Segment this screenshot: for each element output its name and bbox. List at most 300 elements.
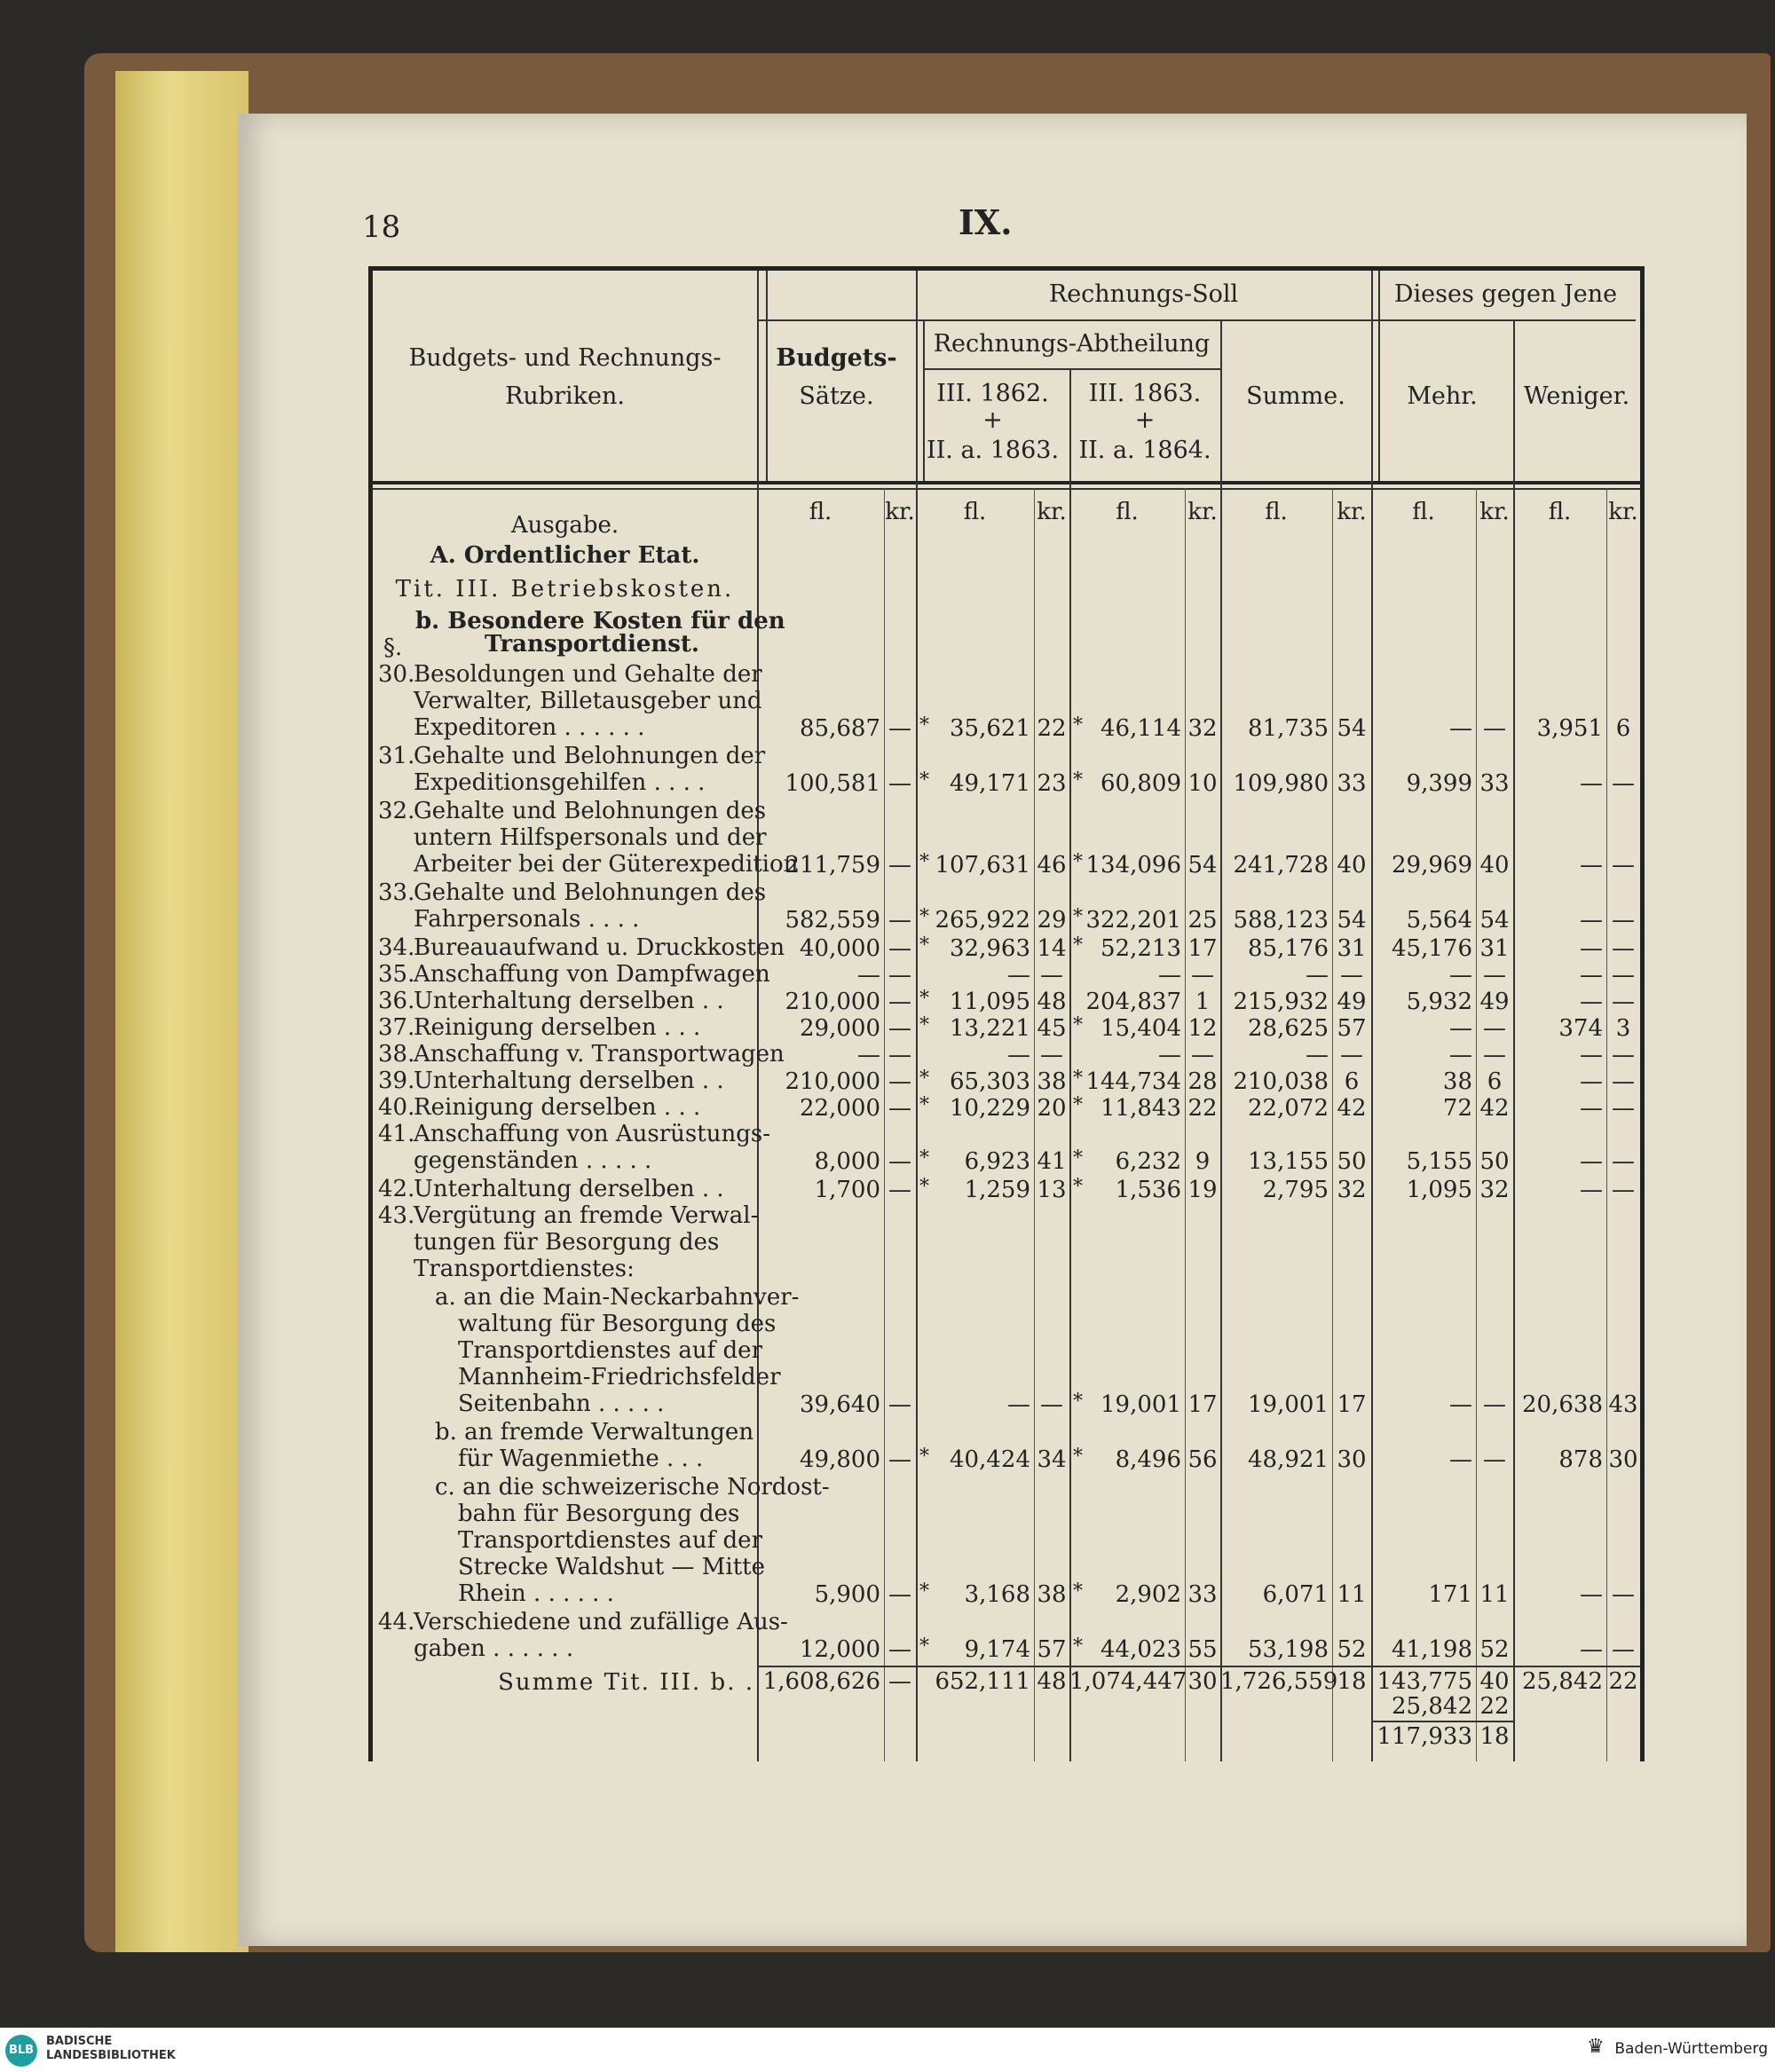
row-5-b-kr: —	[888, 935, 911, 962]
header-budget-2: Sätze.	[799, 382, 874, 410]
row-label: Fahrpersonals . . . .	[414, 906, 640, 933]
unit-kr-c: kr.	[1187, 499, 1218, 525]
row-10-b-fl: 210,000	[785, 1068, 880, 1095]
row-5-w-kr: —	[1612, 935, 1635, 962]
row-label: Unterhaltung derselben . .	[414, 1176, 724, 1202]
asterisk-marker: *	[919, 714, 929, 737]
row-12-a-fl: 6,923	[964, 1148, 1030, 1175]
row-label: Unterhaltung derselben . .	[414, 1068, 724, 1094]
row-13-c-kr: 19	[1187, 1177, 1218, 1203]
row-2-c-fl: 60,809	[1100, 770, 1181, 797]
row-7-b-kr: —	[888, 989, 911, 1015]
header-summe: Summe.	[1246, 382, 1345, 410]
row-label: Bureauaufwand u. Druckkosten	[414, 934, 785, 961]
header-col1-line2: +	[982, 406, 1003, 434]
row-label: Expeditionsgehilfen . . . .	[414, 769, 706, 796]
row-8-w-fl: 374	[1558, 1015, 1603, 1042]
row-16-w-fl: 878	[1558, 1446, 1603, 1473]
row-12-b-kr: —	[888, 1148, 911, 1175]
row-10-c-fl: 144,734	[1085, 1068, 1181, 1095]
row-number: 35.	[378, 961, 415, 988]
row-6-s-fl: —	[1306, 962, 1329, 989]
asterisk-marker: *	[919, 988, 929, 1010]
row-label: Verwalter, Billetausgeber und	[414, 688, 762, 714]
row-2-m-kr: 33	[1479, 770, 1510, 797]
row-6-a-kr: —	[1040, 962, 1063, 989]
row-1-s-fl: 81,735	[1248, 715, 1329, 742]
summe-c-kr: 30	[1187, 1668, 1218, 1695]
row-11-m-kr: 42	[1479, 1095, 1510, 1122]
row-number: 42.	[378, 1176, 415, 1202]
row-17-b-kr: —	[888, 1581, 911, 1608]
row-5-s-fl: 85,176	[1248, 935, 1329, 962]
row-4-b-fl: 582,559	[785, 907, 880, 934]
row-label: Arbeiter bei der Güterexpedition	[414, 851, 799, 878]
row-11-s-kr: 42	[1337, 1095, 1367, 1122]
row-7-c-fl: 204,837	[1085, 989, 1181, 1015]
header-col1-line3: II. a. 1863.	[926, 437, 1060, 464]
asterisk-marker: *	[1073, 1391, 1083, 1413]
row-9-s-kr: —	[1340, 1042, 1363, 1068]
asterisk-marker: *	[919, 906, 929, 928]
row-5-c-fl: 52,213	[1100, 935, 1181, 962]
row-label: Strecke Waldshut — Mitte	[458, 1554, 765, 1580]
row-1-c-kr: 32	[1187, 715, 1218, 742]
row-6-s-kr: —	[1340, 962, 1363, 989]
unit-fl-m: fl.	[1412, 499, 1435, 525]
row-18-c-fl: 44,023	[1100, 1636, 1181, 1663]
row-label: gaben . . . . . .	[414, 1635, 574, 1662]
header-col1-line1: III. 1862.	[936, 380, 1049, 407]
row-number: 36.	[378, 988, 415, 1014]
row-6-c-fl: —	[1158, 962, 1181, 989]
row-17-b-fl: 5,900	[814, 1581, 880, 1608]
row-8-s-kr: 57	[1337, 1015, 1367, 1042]
row-18-m-kr: 52	[1479, 1636, 1510, 1663]
row-18-s-fl: 53,198	[1248, 1636, 1329, 1663]
row-7-s-fl: 215,932	[1233, 989, 1329, 1015]
row-label: Verschiedene und zufällige Aus-	[414, 1609, 788, 1635]
row-number: 34.	[378, 934, 415, 961]
row-label: für Wagenmiethe . . .	[458, 1446, 704, 1472]
row-10-w-kr: —	[1612, 1068, 1635, 1095]
row-1-m-fl: —	[1449, 715, 1472, 742]
unit-fl-c: fl.	[1116, 499, 1139, 525]
unit-kr-s: kr.	[1337, 499, 1367, 525]
row-12-s-kr: 50	[1337, 1148, 1367, 1175]
row-5-w-fl: —	[1580, 935, 1603, 962]
row-2-w-fl: —	[1580, 770, 1603, 797]
header-col2-line2: +	[1134, 406, 1156, 434]
footer-bar	[0, 2028, 1775, 2072]
row-5-c-kr: 17	[1187, 935, 1218, 962]
row-8-a-kr: 45	[1037, 1015, 1067, 1042]
row-1-b-fl: 85,687	[800, 715, 880, 742]
row-12-s-fl: 13,155	[1248, 1148, 1329, 1175]
row-2-s-fl: 109,980	[1233, 770, 1329, 797]
row-16-s-kr: 30	[1337, 1446, 1367, 1473]
page-number: 18	[362, 209, 401, 245]
row-9-c-kr: —	[1191, 1042, 1214, 1068]
row-13-b-kr: —	[888, 1177, 911, 1203]
row-10-m-fl: 38	[1442, 1068, 1472, 1095]
row-9-w-kr: —	[1612, 1042, 1635, 1068]
header-col2-line1: III. 1863.	[1088, 380, 1202, 407]
row-2-s-kr: 33	[1337, 770, 1367, 797]
asterisk-marker: *	[919, 1068, 929, 1090]
row-label: Anschaffung v. Transportwagen	[414, 1041, 785, 1068]
row-label: Gehalte und Belohnungen des	[414, 879, 767, 906]
row-label: Anschaffung von Ausrüstungs-	[414, 1121, 770, 1147]
asterisk-marker: *	[1073, 1176, 1083, 1198]
row-label: waltung für Besorgung des	[458, 1311, 777, 1337]
row-6-m-fl: —	[1449, 962, 1472, 989]
row-6-w-fl: —	[1580, 962, 1603, 989]
row-number: 33.	[378, 879, 415, 906]
summe-b-fl: 1,608,626	[762, 1668, 880, 1695]
row-1-a-kr: 22	[1037, 715, 1067, 742]
summe-a-fl: 652,111	[935, 1668, 1030, 1695]
row-11-b-kr: —	[888, 1095, 911, 1122]
row-16-a-kr: 34	[1037, 1446, 1067, 1473]
asterisk-marker: *	[1073, 769, 1083, 792]
summe-mehr-2-kr: 22	[1479, 1693, 1510, 1720]
row-label: Vergütung an fremde Verwal-	[414, 1202, 759, 1229]
row-15-w-fl: 20,638	[1522, 1391, 1603, 1418]
row-10-c-kr: 28	[1187, 1068, 1218, 1095]
row-3-s-kr: 40	[1337, 852, 1367, 878]
row-12-m-fl: 5,155	[1406, 1148, 1472, 1175]
row-3-b-fl: 211,759	[785, 852, 880, 878]
row-7-b-fl: 210,000	[785, 989, 880, 1015]
row-number: 31.	[378, 743, 415, 769]
row-4-c-fl: 322,201	[1085, 907, 1181, 934]
row-11-m-fl: 72	[1442, 1095, 1472, 1122]
row-18-c-kr: 55	[1187, 1636, 1218, 1663]
row-label: Rhein . . . . . .	[458, 1580, 614, 1607]
row-label: untern Hilfspersonals und der	[414, 824, 767, 851]
row-17-c-kr: 33	[1187, 1581, 1218, 1608]
row-label: Mannheim-Friedrichsfelder	[458, 1364, 781, 1391]
row-6-b-kr: —	[888, 962, 911, 989]
row-1-w-fl: 3,951	[1536, 715, 1603, 742]
row-5-m-fl: 45,176	[1392, 935, 1472, 962]
row-12-a-kr: 41	[1037, 1148, 1067, 1175]
asterisk-marker: *	[1073, 1147, 1083, 1170]
header-rechnungs-soll: Rechnungs-Soll	[1048, 280, 1239, 308]
row-3-w-fl: —	[1580, 852, 1603, 878]
row-15-b-fl: 39,640	[800, 1391, 880, 1418]
unit-kr-m: kr.	[1479, 499, 1510, 525]
bw-name: Baden-Württemberg	[1614, 2040, 1768, 2058]
row-2-c-kr: 10	[1187, 770, 1218, 797]
summe-s-fl: 1,726,559	[1220, 1668, 1338, 1695]
row-16-w-kr: 30	[1608, 1446, 1638, 1473]
row-6-m-kr: —	[1483, 962, 1506, 989]
row-4-s-fl: 588,123	[1233, 907, 1329, 934]
row-4-b-kr: —	[888, 907, 911, 934]
row-10-s-kr: 6	[1344, 1068, 1360, 1095]
row-label: Seitenbahn . . . . .	[458, 1391, 665, 1417]
row-18-m-fl: 41,198	[1392, 1636, 1472, 1663]
row-13-m-kr: 32	[1479, 1177, 1510, 1203]
row-8-a-fl: 13,221	[950, 1015, 1030, 1042]
row-3-a-fl: 107,631	[935, 852, 1030, 878]
row-17-m-fl: 171	[1428, 1581, 1472, 1608]
row-17-w-kr: —	[1612, 1581, 1635, 1608]
row-11-s-fl: 22,072	[1248, 1095, 1329, 1122]
row-17-a-fl: 3,168	[964, 1581, 1030, 1608]
blb-name: BADISCHE LANDESBIBLIOTHEK	[46, 2035, 176, 2062]
row-4-a-kr: 29	[1037, 907, 1067, 934]
row-7-w-fl: —	[1580, 989, 1603, 1015]
row-18-a-fl: 9,174	[964, 1636, 1030, 1663]
row-10-b-kr: —	[888, 1068, 911, 1095]
header-abtheilung: Rechnungs-Abtheilung	[933, 330, 1211, 358]
asterisk-marker: *	[919, 1014, 929, 1036]
sum-line	[757, 1666, 1640, 1667]
header-rubriken-1: Budgets- und Rechnungs-	[408, 344, 722, 372]
row-5-a-fl: 32,963	[950, 935, 1030, 962]
row-number: 30.	[378, 661, 415, 688]
header-budget-1: Budgets-	[776, 344, 897, 372]
summe-m-fl: 143,775	[1377, 1668, 1472, 1695]
title-para: §.	[383, 634, 403, 661]
row-12-c-kr: 9	[1195, 1148, 1211, 1175]
row-11-a-fl: 10,229	[950, 1095, 1030, 1122]
row-5-s-kr: 31	[1337, 935, 1367, 962]
row-12-w-kr: —	[1612, 1148, 1635, 1175]
row-15-b-kr: —	[888, 1391, 911, 1418]
row-13-b-fl: 1,700	[814, 1177, 880, 1203]
row-3-b-kr: —	[888, 852, 911, 878]
row-17-m-kr: 11	[1479, 1581, 1510, 1608]
row-label: Transportdienstes auf der	[458, 1527, 763, 1554]
asterisk-marker: *	[919, 1635, 929, 1658]
header-weniger: Weniger.	[1523, 382, 1630, 410]
row-17-s-fl: 6,071	[1262, 1581, 1329, 1608]
asterisk-marker: *	[1073, 1580, 1083, 1603]
summe-s-kr: 18	[1337, 1668, 1367, 1695]
row-11-b-fl: 22,000	[800, 1095, 880, 1122]
row-15-s-kr: 17	[1337, 1391, 1367, 1418]
row-label: Unterhaltung derselben . .	[414, 988, 724, 1014]
row-8-m-fl: —	[1449, 1015, 1472, 1042]
row-2-a-kr: 23	[1037, 770, 1067, 797]
row-11-a-kr: 20	[1037, 1095, 1067, 1122]
unit-kr-w: kr.	[1608, 499, 1638, 525]
row-number: 43.	[378, 1202, 415, 1229]
budget-table	[368, 266, 1645, 1761]
row-3-c-fl: 134,096	[1085, 852, 1181, 878]
row-2-w-kr: —	[1612, 770, 1635, 797]
row-number: 44.	[378, 1609, 415, 1635]
row-label: c. an die schweizerische Nordost-	[435, 1474, 830, 1501]
asterisk-marker: *	[919, 769, 929, 792]
row-8-w-kr: 3	[1615, 1015, 1631, 1042]
row-4-c-kr: 25	[1187, 907, 1218, 934]
row-15-m-fl: —	[1449, 1391, 1472, 1418]
row-label: Reinigung derselben . . .	[414, 1094, 701, 1121]
row-12-b-fl: 8,000	[814, 1148, 880, 1175]
row-4-w-fl: —	[1580, 907, 1603, 934]
row-13-c-fl: 1,536	[1115, 1177, 1181, 1203]
row-9-c-fl: —	[1158, 1042, 1181, 1068]
row-7-a-kr: 48	[1037, 989, 1067, 1015]
row-6-c-kr: —	[1191, 962, 1214, 989]
summe-label: Summe Tit. III. b. .	[498, 1669, 754, 1696]
row-17-a-kr: 38	[1037, 1581, 1067, 1608]
row-3-m-kr: 40	[1479, 852, 1510, 878]
row-13-s-kr: 32	[1337, 1177, 1367, 1203]
row-18-b-fl: 12,000	[800, 1636, 880, 1663]
row-10-m-kr: 6	[1487, 1068, 1503, 1095]
row-2-m-fl: 9,399	[1406, 770, 1472, 797]
row-7-m-kr: 49	[1479, 989, 1510, 1015]
row-7-m-fl: 5,932	[1406, 989, 1472, 1015]
row-2-b-kr: —	[888, 770, 911, 797]
row-18-b-kr: —	[888, 1636, 911, 1663]
bw-crest-icon: ♛	[1587, 2036, 1605, 2058]
row-1-w-kr: 6	[1615, 715, 1631, 742]
page-edges	[115, 71, 248, 1952]
unit-fl-w: fl.	[1548, 499, 1572, 525]
row-label: Gehalte und Belohnungen des	[414, 798, 767, 824]
row-8-b-kr: —	[888, 1015, 911, 1042]
row-4-m-kr: 54	[1479, 907, 1510, 934]
header-rubriken-2: Rubriken.	[505, 382, 625, 410]
row-9-a-fl: —	[1007, 1042, 1030, 1068]
row-11-c-kr: 22	[1187, 1095, 1218, 1122]
row-13-a-kr: 13	[1037, 1177, 1067, 1203]
row-15-c-kr: 17	[1187, 1391, 1218, 1418]
header-gegen: Dieses gegen Jene	[1393, 280, 1618, 308]
row-11-w-fl: —	[1580, 1095, 1603, 1122]
asterisk-marker: *	[919, 1094, 929, 1116]
asterisk-marker: *	[1073, 906, 1083, 928]
asterisk-marker: *	[919, 1580, 929, 1603]
row-16-m-fl: —	[1449, 1446, 1472, 1473]
asterisk-marker: *	[919, 1147, 929, 1170]
row-4-a-fl: 265,922	[935, 907, 1030, 934]
row-9-b-fl: —	[857, 1042, 880, 1068]
row-13-a-fl: 1,259	[964, 1177, 1030, 1203]
row-label: Transportdienstes:	[414, 1256, 635, 1282]
row-15-c-fl: 19,001	[1100, 1391, 1181, 1418]
asterisk-marker: *	[919, 1446, 929, 1468]
row-1-s-kr: 54	[1337, 715, 1367, 742]
summe-b-kr: —	[888, 1668, 911, 1695]
row-5-m-kr: 31	[1479, 935, 1510, 962]
row-6-w-kr: —	[1612, 962, 1635, 989]
row-18-w-fl: —	[1580, 1636, 1603, 1663]
row-16-s-fl: 48,921	[1248, 1446, 1329, 1473]
summe-w-fl: 25,842	[1522, 1668, 1603, 1695]
row-16-c-kr: 56	[1187, 1446, 1218, 1473]
row-16-m-kr: —	[1483, 1446, 1506, 1473]
row-4-m-fl: 5,564	[1406, 907, 1472, 934]
row-label: Reinigung derselben . . .	[414, 1014, 701, 1041]
row-11-c-fl: 11,843	[1100, 1095, 1181, 1122]
row-7-w-kr: —	[1612, 989, 1635, 1015]
sum-diff-line	[1371, 1721, 1513, 1722]
row-label: Expeditoren . . . . . .	[414, 714, 645, 741]
row-label: b. an fremde Verwaltungen	[435, 1419, 754, 1446]
row-17-c-fl: 2,902	[1115, 1581, 1181, 1608]
row-2-a-fl: 49,171	[950, 770, 1030, 797]
row-9-s-fl: —	[1306, 1042, 1329, 1068]
row-8-c-kr: 12	[1187, 1015, 1218, 1042]
section-heading: IX.	[958, 202, 1013, 242]
row-3-w-kr: —	[1612, 852, 1635, 878]
row-10-s-fl: 210,038	[1233, 1068, 1329, 1095]
row-13-m-fl: 1,095	[1406, 1177, 1472, 1203]
row-label: tungen für Besorgung des	[414, 1229, 720, 1256]
summe-a-kr: 48	[1037, 1668, 1067, 1695]
asterisk-marker: *	[919, 934, 929, 957]
row-13-w-kr: —	[1612, 1177, 1635, 1203]
row-11-w-kr: —	[1612, 1095, 1635, 1122]
row-13-w-fl: —	[1580, 1177, 1603, 1203]
asterisk-marker: *	[1073, 851, 1083, 873]
row-number: 32.	[378, 798, 415, 824]
row-9-m-kr: —	[1483, 1042, 1506, 1068]
summe-m-kr: 40	[1479, 1668, 1510, 1695]
row-18-s-kr: 52	[1337, 1636, 1367, 1663]
title-ausgabe: Ausgabe.	[510, 512, 619, 539]
row-8-s-fl: 28,625	[1248, 1015, 1329, 1042]
row-16-b-fl: 49,800	[800, 1446, 880, 1473]
row-8-m-kr: —	[1483, 1015, 1506, 1042]
row-13-s-fl: 2,795	[1262, 1177, 1329, 1203]
row-label: Gehalte und Belohnungen der	[414, 743, 766, 769]
row-9-b-kr: —	[888, 1042, 911, 1068]
row-label: Besoldungen und Gehalte der	[414, 661, 762, 688]
row-number: 40.	[378, 1094, 415, 1121]
summe-mehr-3-fl: 117,933	[1377, 1723, 1472, 1750]
summe-mehr-2-fl: 25,842	[1392, 1693, 1472, 1720]
row-15-s-fl: 19,001	[1248, 1391, 1329, 1418]
row-10-w-fl: —	[1580, 1068, 1603, 1095]
row-number: 37.	[378, 1014, 415, 1041]
row-12-w-fl: —	[1580, 1148, 1603, 1175]
row-12-c-fl: 6,232	[1115, 1148, 1181, 1175]
asterisk-marker: *	[1073, 714, 1083, 737]
row-6-a-fl: —	[1007, 962, 1030, 989]
row-15-w-kr: 43	[1608, 1391, 1638, 1418]
title-ordentlich: A. Ordentlicher Etat.	[430, 542, 700, 569]
title-besondere: b. Besondere Kosten für den	[415, 608, 785, 634]
asterisk-marker: *	[1073, 934, 1083, 957]
row-17-w-fl: —	[1580, 1581, 1603, 1608]
row-3-a-kr: 46	[1037, 852, 1067, 878]
row-7-c-kr: 1	[1195, 989, 1211, 1015]
unit-kr-a: kr.	[1037, 499, 1067, 525]
title-tit: Tit. III. Betriebskosten.	[395, 576, 735, 603]
row-16-a-fl: 40,424	[950, 1446, 1030, 1473]
row-8-b-fl: 29,000	[800, 1015, 880, 1042]
row-number: 41.	[378, 1121, 415, 1147]
row-12-m-kr: 50	[1479, 1148, 1510, 1175]
row-1-b-kr: —	[888, 715, 911, 742]
row-10-a-fl: 65,303	[950, 1068, 1030, 1095]
header-col2-line3: II. a. 1864.	[1078, 437, 1211, 464]
row-4-s-kr: 54	[1337, 907, 1367, 934]
summe-c-fl: 1,074,447	[1069, 1668, 1187, 1695]
row-5-b-fl: 40,000	[800, 935, 880, 962]
row-number: 39.	[378, 1068, 415, 1094]
asterisk-marker: *	[1073, 1094, 1083, 1116]
